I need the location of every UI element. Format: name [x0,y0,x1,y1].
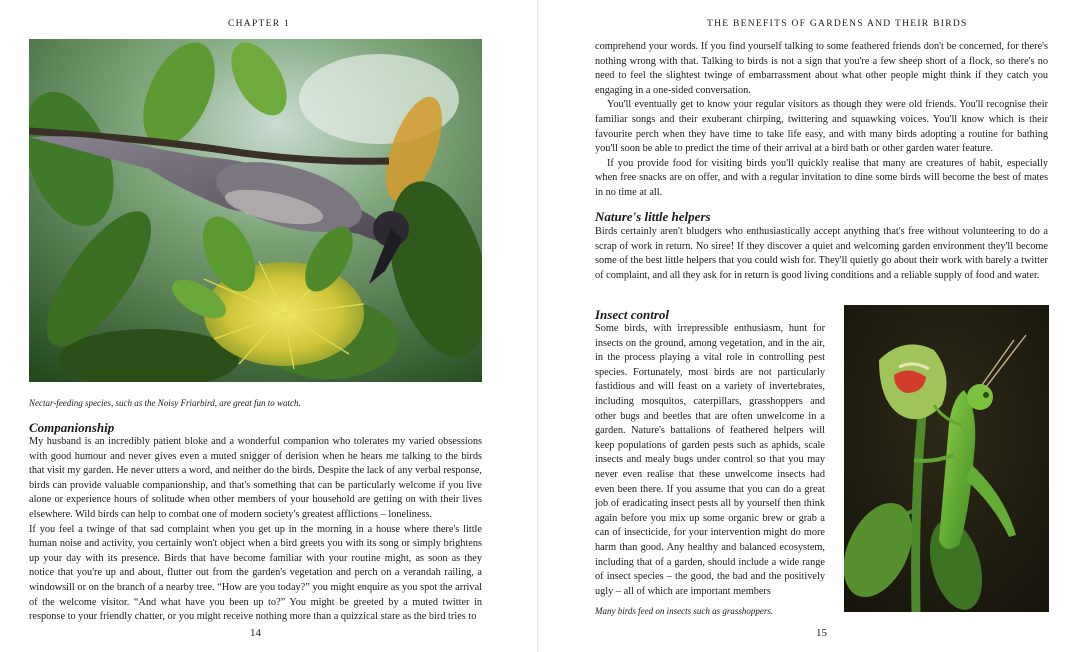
section-heading-companionship: Companionship [29,420,115,435]
helpers-text [595,225,1048,283]
companionship-text [29,435,482,625]
photo-caption-left: Nectar-feeding species, such as the Noisy Friarbird, are great fun to watch. [29,398,301,408]
paragraph: My husband is an incredibly patient bloke and a wonderful companion who tolerates my varied obsessions with good humour and never gives even a muted snigger of derision when he hears me talking to the birds that visit my garden. He never utters a word, and neither do the birds. Despite the lack of any verbal response, birds can provide valuable companionship, and that's something that can be particularly welcome if you live alone or experience hours of solitude when other members of your household are getting on with their lives elsewhere. Wild birds can help to combat one of modern society's greatest afflictions – loneliness. [29,436,482,520]
left-page [0,0,538,652]
photo-caption-right: Many birds feed on insects such as grasshoppers. [595,606,774,616]
paragraph: If you feel a twinge of that sad complaint when you get up in the morning in a house where there's little human noise and activity, you certainly won't object when a bird greets you with its song or simply brightens up your day with its presence. Birds that have become familiar with your routine might, as soon as they notice that you're up and about, flutter out from the garden's vegetation and perch on a verandah railing, a windowsill or on the branch of a nearby tree. “How are you today?” you might enquire as you spot the arrival of the welcome visitor. “And what have you been up to?” You might be greeted by a muted twitter in response to your friendly chatter, or you might receive nothing more than a quizzical stare as the bird tries to [29,523,482,623]
paragraph: You'll eventually get to know your regular visitors as though they were old friends. You'll recognise their familiar songs and their exuberant chirping, twittering and squawking voices. You'll know which is their favourite perch when they have time to take life easy, and with many birds adopting a routine for bathing you'll soon be able to predict the time of their arrival at a bird bath or other garden water feature. [595,99,1048,155]
paragraph: Birds certainly aren't bludgers who enthusiastically accept anything that's free without volunteering to do a scrap of work in return. No siree! If they discover a quiet and welcoming garden environment they'll become some of the best little helpers that you could wish for. They'll quietly go about their work with barely a twitter of complaint, and all they ask for in return is good living conditions and a reliable supply of food and water. [595,226,1048,281]
grasshopper-photo [844,305,1049,612]
paragraph: comprehend your words. If you find yourself talking to some feathered friends don't be concerned, for there's nothing wrong with that. Talking to birds is not a sign that you're a few sheep short of a flock, so there's no need to feel the slightest twinge of embarrassment about what other people might think if they catch you engaging in a one-sided conversation. [595,41,1048,96]
section-heading-helpers: Nature's little helpers [595,209,711,224]
running-head-left: CHAPTER 1 [228,19,291,29]
paragraph: Some birds, with irrepressible enthusiasm, hunt for insects on the ground, among vegetation, and in the air, in the process playing a vital role in controlling pest species. Fortunately, most birds are not particularly fastidious and will feast on a variety of invertebrates, including mosquitos, caterpillars, grasshoppers and other bugs and beetles that are often unwelcome in a garden. Nature's battalions of feathered helpers will keep populations of garden pests such as aphids, scale insects and mealy bugs under control so that you may never even realise that these unwelcome insects had even been there. If you assume that you can do a great job of eradicating insect pests all by yourself then think again before you mix up some organic brew or grab a can of insecticide, for your intervention might do more harm than good. Any healthy and balanced ecosystem, including that of a garden, should include a wide range of insect species – the good, the bad and the positively ugly – all of which are important members [595,323,825,597]
running-head-right: THE BENEFITS OF GARDENS AND THEIR BIRDS [707,19,968,29]
page-number-right: 15 [816,627,827,639]
friarbird-photo [29,39,482,382]
insect-control-text [595,322,825,599]
page-number-left: 14 [250,627,261,639]
opening-text [595,40,1048,201]
right-page [538,0,1077,652]
paragraph: If you provide food for visiting birds you'll quickly realise that many are creatures of habit, especially when free snacks are on offer, and with a regular invitation to dine some birds will become the best of mates in no time at all. [595,157,1048,198]
section-heading-insect-control: Insect control [595,307,670,322]
